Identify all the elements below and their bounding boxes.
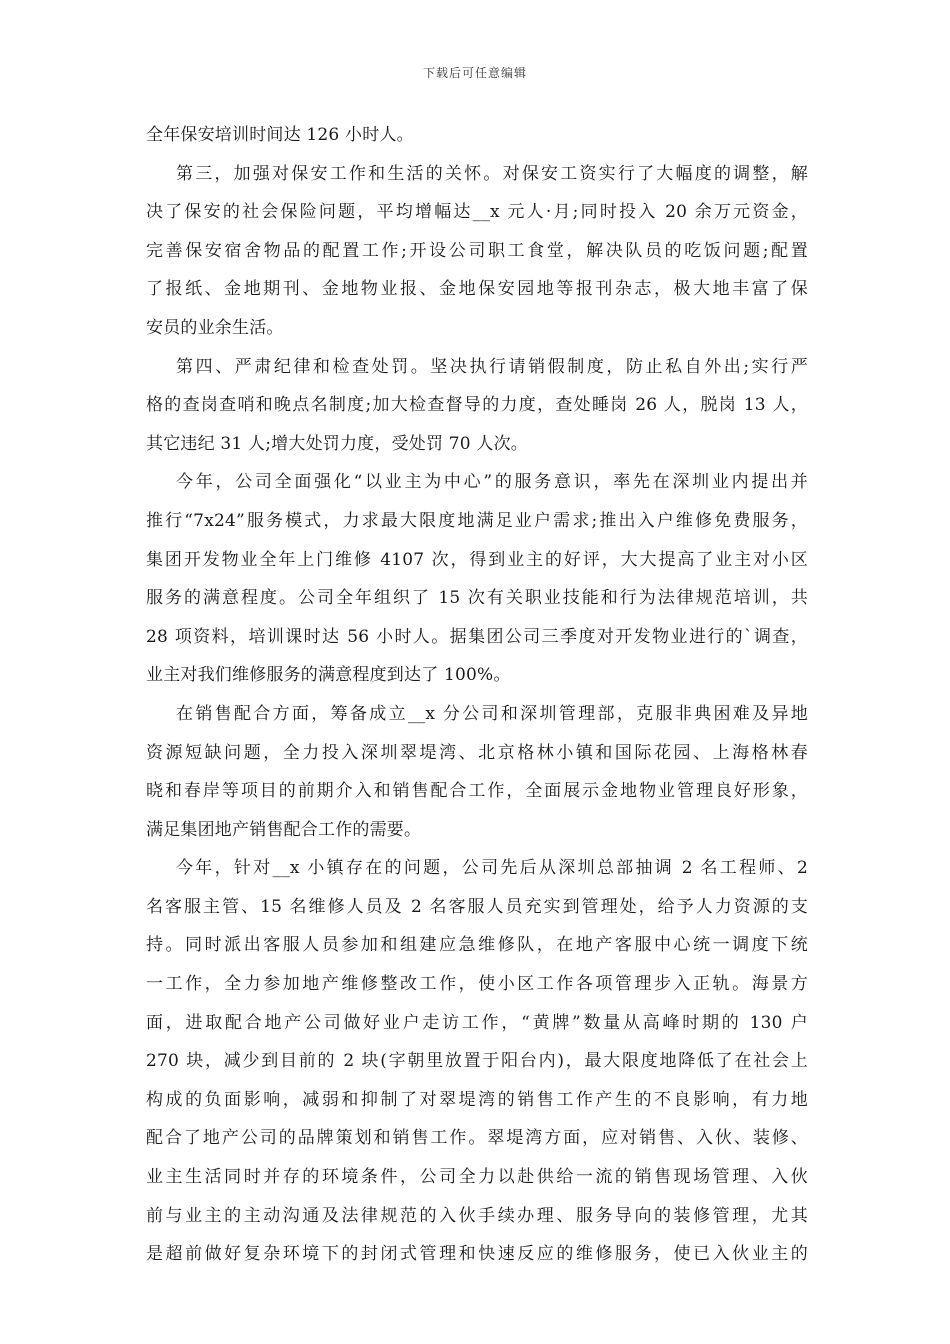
text-line: 构成的负面影响，减弱和抑制了对翠堤湾的销售工作产生的不良影响，有力地: [146, 1089, 808, 1110]
text-line: 是超前做好复杂环境下的封闭式管理和快速反应的维修服务，使已入伙业主的: [146, 1244, 808, 1265]
text-line: 配合了地产公司的品牌策划和销售工作。翠堤湾方面，应对销售、入伙、装修、: [146, 1128, 808, 1149]
text-line: 完善保安宿舍物品的配置工作;开设公司职工食堂，解决队员的吃饭问题;配置: [146, 240, 808, 261]
text-line: 晓和春岸等项目的前期介入和销售配合工作，全面展示金地物业管理良好形象，: [146, 781, 808, 802]
text-line: 服务的满意程度。公司全年组织了 15 次有关职业技能和行为法律规范培训，共: [146, 588, 808, 609]
text-line: 270 块，减少到目前的 2 块(字朝里放置于阳台内)，最大限度地降低了在社会上: [146, 1051, 808, 1072]
text-line: 集团开发物业全年上门维修 4107 次，得到业主的好评，大大提高了业主对小区: [146, 549, 808, 570]
text-line: 推行“7x24”服务模式，力求最大限度地满足业户需求;推出入户维修免费服务，: [146, 510, 808, 531]
paragraph-first-line: 第四、严肃纪律和检查处罚。坚决执行请销假制度，防止私自外出;实行严: [176, 356, 808, 377]
paragraph-first-line: 第三，加强对保安工作和生活的关怀。对保安工资实行了大幅度的调整，解: [176, 163, 808, 184]
text-line: 格的查岗查哨和晚点名制度;加大检查督导的力度，查处睡岗 26 人，脱岗 13 人，: [146, 395, 808, 416]
text-line: 前与业主的主动沟通及法律规范的入伙手续办理、服务导向的装修管理，尤其: [146, 1205, 808, 1226]
page-header: 下载后可任意编辑: [422, 66, 527, 80]
paragraph-first-line: 今年，针对__x 小镇存在的问题，公司先后从深圳总部抽调 2 名工程师、2: [176, 858, 808, 879]
text-line: 安员的业余生活。: [146, 317, 284, 338]
document-body: [146, 116, 808, 1274]
text-line: 面，进取配合地产公司做好业户走访工作，“黄牌”数量从高峰时期的 130 户: [146, 1012, 808, 1033]
text-line: 业主对我们维修服务的满意程度到达了 100%。: [146, 665, 511, 686]
text-line: 28 项资料，培训课时达 56 小时人。据集团公司三季度对开发物业进行的`调查，: [146, 626, 808, 647]
text-line: 全年保安培训时间达 126 小时人。: [146, 125, 414, 145]
text-line: 其它违纪 31 人;增大处罚力度，受处罚 70 人次。: [146, 433, 529, 454]
text-line: 业主生活同时并存的环境条件，公司全力以赴供给一流的销售现场管理、入伙: [146, 1167, 808, 1188]
text-line: 满足集团地产销售配合工作的需要。: [146, 819, 422, 840]
text-line: 了报纸、金地期刊、金地物业报、金地保安园地等报刊杂志，极大地丰富了保: [146, 279, 808, 300]
paragraph-first-line: 今年，公司全面强化“以业主为中心”的服务意识，率先在深圳业内提出并: [176, 472, 808, 493]
text-line: 一工作，全力参加地产维修整改工作，使小区工作各项管理步入正轨。海景方: [146, 974, 808, 995]
text-line: 资源短缺问题，全力投入深圳翠堤湾、北京格林小镇和国际花园、上海格林春: [146, 742, 808, 763]
text-line: 决了保安的社会保险问题，平均增幅达__x 元人·月;同时投入 20 余万元资金，: [146, 202, 808, 223]
text-line: 持。同时派出客服人员参加和组建应急维修队，在地产客服中心统一调度下统: [146, 935, 808, 956]
text-line: 名客服主管、15 名维修人员及 2 名客服人员充实到管理处，给予人力资源的支: [146, 896, 808, 917]
paragraph-first-line: 在销售配合方面，筹备成立__x 分公司和深圳管理部，克服非典困难及异地: [176, 703, 808, 724]
